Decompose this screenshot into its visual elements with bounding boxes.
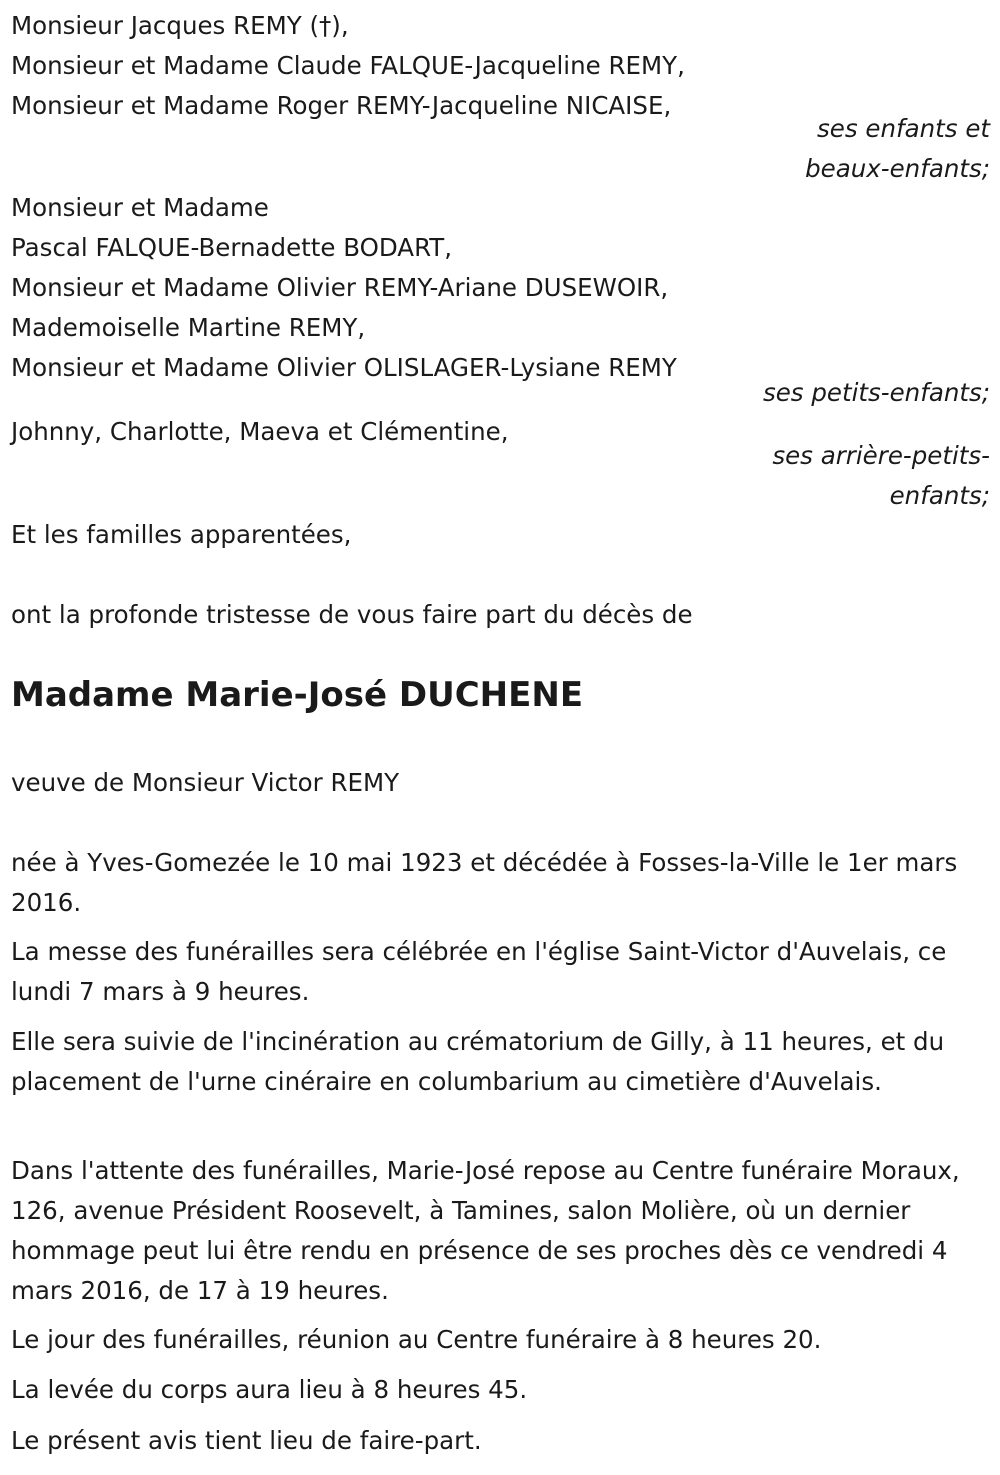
announcement-text: ont la profonde tristesse de vous faire part du décès de [11,600,693,629]
family-line: Mademoiselle Martine REMY, [11,313,366,342]
relation-label: ses arrière-petits- [772,441,990,470]
relation-label: ses petits-enfants; [762,378,990,407]
widow-line: veuve de Monsieur Victor REMY [11,768,400,797]
family-line: Monsieur et Madame Olivier OLISLAGER-Lysiane REMY [11,353,677,382]
family-line: Monsieur Jacques REMY (†), [11,11,349,40]
family-line: Johnny, Charlotte, Maeva et Clémentine, [11,417,509,446]
paragraph-departure: La levée du corps aura lieu à 8 heures 45. [11,1375,528,1404]
paragraph-birth-death: née à Yves-Gomezée le 10 mai 1923 et décédée à Fosses-la-Ville le 1er mars 2016. [11,848,958,917]
paragraph-cremation: Elle sera suivie de l'incinération au crématorium de Gilly, à 11 heures, et du placement de l'urne cinéraire en columbarium au cimetière d'Auvelais. [11,1027,945,1096]
family-line: Et les familles apparentées, [11,520,352,549]
family-line: Monsieur et Madame [11,193,269,222]
paragraph-mass: La messe des funérailles sera célébrée en l'église Saint-Victor d'Auvelais, ce lundi 7 mars à 9 heures. [11,937,947,1006]
paragraph-notice: Le présent avis tient lieu de faire-part. [11,1426,482,1455]
family-line: Monsieur et Madame Claude FALQUE-Jacqueline REMY, [11,51,685,80]
family-line: Pascal FALQUE-Bernadette BODART, [11,233,453,262]
paragraph-meeting: Le jour des funérailles, réunion au Centre funéraire à 8 heures 20. [11,1325,822,1354]
family-line: Monsieur et Madame Olivier REMY-Ariane DUSEWOIR, [11,273,669,302]
relation-label: beaux-enfants; [805,154,990,183]
deceased-name: Madame Marie-José DUCHENE [11,675,584,715]
paragraph-viewing: Dans l'attente des funérailles, Marie-José repose au Centre funéraire Moraux, 126, avenue Président Roosevelt, à Tamines, salon Molière, où un dernier hommage peut lui être rendu en présence de ses proches dès ce vendredi 4 mars 2016, de 17 à 19 heures. [11,1156,960,1305]
relation-label: enfants; [889,481,990,510]
relation-label: ses enfants et [817,114,990,143]
family-line: Monsieur et Madame Roger REMY-Jacqueline NICAISE, [11,91,672,120]
